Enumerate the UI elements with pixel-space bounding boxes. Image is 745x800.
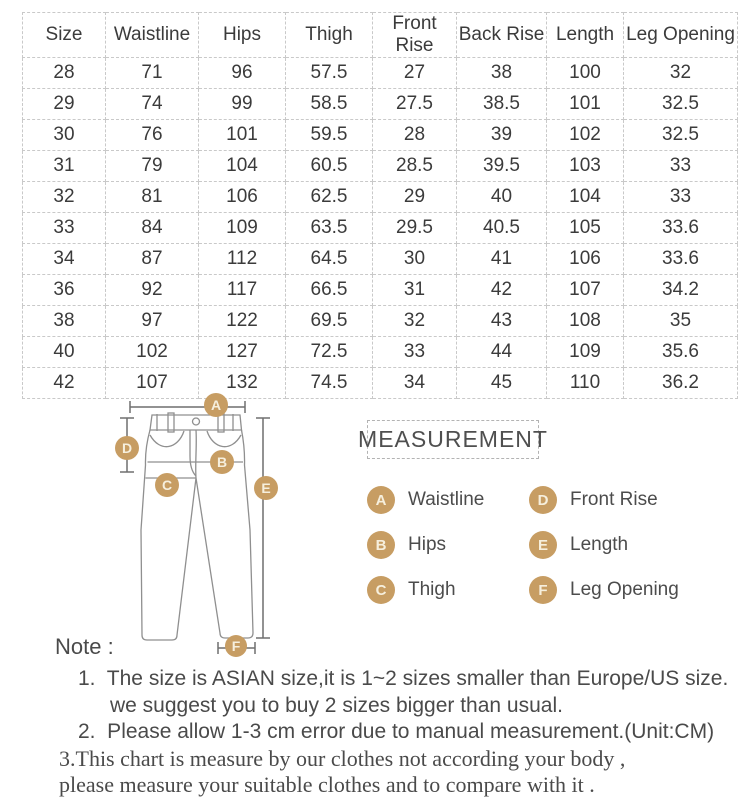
- marker-c-badge: [155, 473, 179, 497]
- table-cell: 74.5: [286, 368, 373, 399]
- marker-b-badge: [210, 450, 234, 474]
- table-cell: 29: [373, 182, 457, 213]
- table-row: [23, 151, 738, 182]
- size-table-body: [23, 58, 738, 399]
- column-header: Front Rise: [373, 13, 457, 58]
- table-row: [23, 120, 738, 151]
- notes-list: [55, 666, 740, 799]
- table-cell: 81: [106, 182, 199, 213]
- jeans-measurement-diagram: [100, 390, 400, 668]
- table-cell: 64.5: [286, 244, 373, 275]
- table-cell: 58.5: [286, 89, 373, 120]
- table-cell: 33: [624, 182, 738, 213]
- table-cell: 96: [199, 58, 286, 89]
- table-cell: 66.5: [286, 275, 373, 306]
- svg-text:D: D: [121, 440, 133, 456]
- table-cell: 97: [106, 306, 199, 337]
- marker-a-badge: [204, 393, 228, 417]
- measurement-title-box: [358, 420, 548, 459]
- table-cell: 33.6: [624, 213, 738, 244]
- note-line: 1. The size is ASIAN size,it is 1~2 sizes smaller than Europe/US size.: [78, 667, 729, 690]
- table-cell: 71: [106, 58, 199, 89]
- note-line: 3.This chart is measure by our clothes not according your body ,: [59, 745, 626, 771]
- jeans-center-seam: [196, 430, 197, 478]
- table-row: [23, 213, 738, 244]
- table-cell: 40: [457, 182, 547, 213]
- table-row: [23, 58, 738, 89]
- jeans-waistband: [150, 415, 242, 430]
- column-header: Length: [547, 13, 624, 58]
- legend-label: Front Rise: [570, 489, 658, 510]
- column-header: Leg Opening: [624, 13, 738, 58]
- table-cell: 39.5: [457, 151, 547, 182]
- column-header: Size: [23, 13, 106, 58]
- table-cell: 108: [547, 306, 624, 337]
- table-cell: 110: [547, 368, 624, 399]
- table-cell: 32: [23, 182, 106, 213]
- measure-lines: [120, 401, 270, 654]
- column-header: Back Rise: [457, 13, 547, 58]
- table-cell: 63.5: [286, 213, 373, 244]
- jeans-left-pocket: [150, 431, 184, 447]
- svg-text:B: B: [216, 454, 228, 470]
- table-cell: 32: [373, 306, 457, 337]
- table-row: [23, 89, 738, 120]
- table-cell: 38.5: [457, 89, 547, 120]
- table-cell: 102: [106, 337, 199, 368]
- table-cell: 28.5: [373, 151, 457, 182]
- table-cell: 132: [199, 368, 286, 399]
- notes-heading: Note :: [55, 634, 114, 659]
- table-cell: 34: [23, 244, 106, 275]
- table-cell: 40.5: [457, 213, 547, 244]
- svg-text:E: E: [261, 480, 271, 496]
- legend-label: Waistline: [408, 489, 485, 510]
- svg-text:A: A: [210, 397, 222, 413]
- table-cell: 30: [373, 244, 457, 275]
- table-cell: 122: [199, 306, 286, 337]
- measure-badge-a: A: [367, 486, 395, 514]
- table-cell: 103: [547, 151, 624, 182]
- table-cell: 31: [23, 151, 106, 182]
- table-cell: 79: [106, 151, 199, 182]
- notes-section: [55, 634, 740, 799]
- measurement-title: MEASUREMENT: [358, 426, 548, 452]
- table-cell: 30: [23, 120, 106, 151]
- legend-label: Leg Opening: [570, 579, 679, 600]
- column-header: Thigh: [286, 13, 373, 58]
- note-line: we suggest you to buy 2 sizes bigger than usual.: [110, 693, 563, 717]
- legend-item-length: [529, 531, 679, 559]
- note-line: please measure your suitable clothes and to compare with it .: [59, 772, 595, 797]
- table-cell: 43: [457, 306, 547, 337]
- table-cell: 112: [199, 244, 286, 275]
- table-cell: 44: [457, 337, 547, 368]
- table-cell: 29: [23, 89, 106, 120]
- measure-badge-d: D: [529, 486, 557, 514]
- table-cell: 38: [457, 58, 547, 89]
- svg-text:F: F: [231, 638, 241, 654]
- column-header: Waistline: [106, 13, 199, 58]
- table-cell: 69.5: [286, 306, 373, 337]
- table-cell: 33: [624, 151, 738, 182]
- table-cell: 35: [624, 306, 738, 337]
- table-cell: 36.2: [624, 368, 738, 399]
- legend-label: Hips: [408, 534, 447, 555]
- table-cell: 106: [547, 244, 624, 275]
- table-cell: 60.5: [286, 151, 373, 182]
- table-cell: 33: [23, 213, 106, 244]
- measure-badge-b: B: [367, 531, 395, 559]
- legend-item-leg-opening: [529, 576, 679, 604]
- table-cell: 32.5: [624, 89, 738, 120]
- table-cell: 74: [106, 89, 199, 120]
- table-cell: 127: [199, 337, 286, 368]
- marker-e-badge: [254, 476, 278, 500]
- table-row: [23, 337, 738, 368]
- table-cell: 42: [457, 275, 547, 306]
- table-cell: 101: [547, 89, 624, 120]
- table-cell: 106: [199, 182, 286, 213]
- table-cell: 31: [373, 275, 457, 306]
- table-cell: 87: [106, 244, 199, 275]
- size-table-header: [23, 13, 738, 58]
- table-cell: 27: [373, 58, 457, 89]
- table-cell: 45: [457, 368, 547, 399]
- legend-item-hips: [367, 531, 484, 559]
- table-cell: 28: [23, 58, 106, 89]
- table-cell: 72.5: [286, 337, 373, 368]
- jeans-fly-stitch: [190, 430, 196, 476]
- table-cell: 107: [106, 368, 199, 399]
- table-cell: 33.6: [624, 244, 738, 275]
- table-cell: 57.5: [286, 58, 373, 89]
- table-cell: 27.5: [373, 89, 457, 120]
- size-table: [22, 12, 738, 399]
- table-cell: 33: [373, 337, 457, 368]
- jeans-button: [193, 418, 200, 425]
- table-cell: 105: [547, 213, 624, 244]
- note-line: 2. Please allow 1-3 cm error due to manual measurement.(Unit:CM): [78, 720, 715, 743]
- table-cell: 117: [199, 275, 286, 306]
- table-row: [23, 275, 738, 306]
- legend-label: Length: [570, 534, 629, 555]
- table-cell: 102: [547, 120, 624, 151]
- measure-badge-f: F: [529, 576, 557, 604]
- table-cell: 34.2: [624, 275, 738, 306]
- legend-column-right: [529, 486, 679, 621]
- table-cell: 32.5: [624, 120, 738, 151]
- table-cell: 29.5: [373, 213, 457, 244]
- table-cell: 99: [199, 89, 286, 120]
- table-cell: 28: [373, 120, 457, 151]
- measure-badge-e: E: [529, 531, 557, 559]
- table-cell: 101: [199, 120, 286, 151]
- table-cell: 34: [373, 368, 457, 399]
- table-row: [23, 244, 738, 275]
- table-cell: 42: [23, 368, 106, 399]
- legend-label: Thigh: [408, 579, 456, 600]
- legend-item-thigh: [367, 576, 484, 604]
- table-cell: 36: [23, 275, 106, 306]
- table-cell: 32: [624, 58, 738, 89]
- column-header: Hips: [199, 13, 286, 58]
- table-cell: 109: [199, 213, 286, 244]
- svg-text:C: C: [161, 477, 173, 493]
- legend-item-front-rise: [529, 486, 679, 514]
- belt-loop: [168, 413, 174, 432]
- header-row: [23, 13, 738, 58]
- marker-d-badge: [115, 436, 139, 460]
- legend-column-left: [367, 486, 484, 621]
- jeans-right-pocket: [207, 431, 241, 447]
- table-cell: 39: [457, 120, 547, 151]
- table-cell: 92: [106, 275, 199, 306]
- table-row: [23, 182, 738, 213]
- table-cell: 76: [106, 120, 199, 151]
- table-cell: 104: [199, 151, 286, 182]
- table-cell: 84: [106, 213, 199, 244]
- measure-badge-c: C: [367, 576, 395, 604]
- table-cell: 59.5: [286, 120, 373, 151]
- table-cell: 35.6: [624, 337, 738, 368]
- table-cell: 62.5: [286, 182, 373, 213]
- table-cell: 109: [547, 337, 624, 368]
- table-cell: 41: [457, 244, 547, 275]
- table-row: [23, 306, 738, 337]
- legend-item-waistline: [367, 486, 484, 514]
- table-cell: 38: [23, 306, 106, 337]
- table-cell: 100: [547, 58, 624, 89]
- table-cell: 40: [23, 337, 106, 368]
- table-cell: 107: [547, 275, 624, 306]
- jeans-outline: [141, 413, 253, 640]
- table-cell: 104: [547, 182, 624, 213]
